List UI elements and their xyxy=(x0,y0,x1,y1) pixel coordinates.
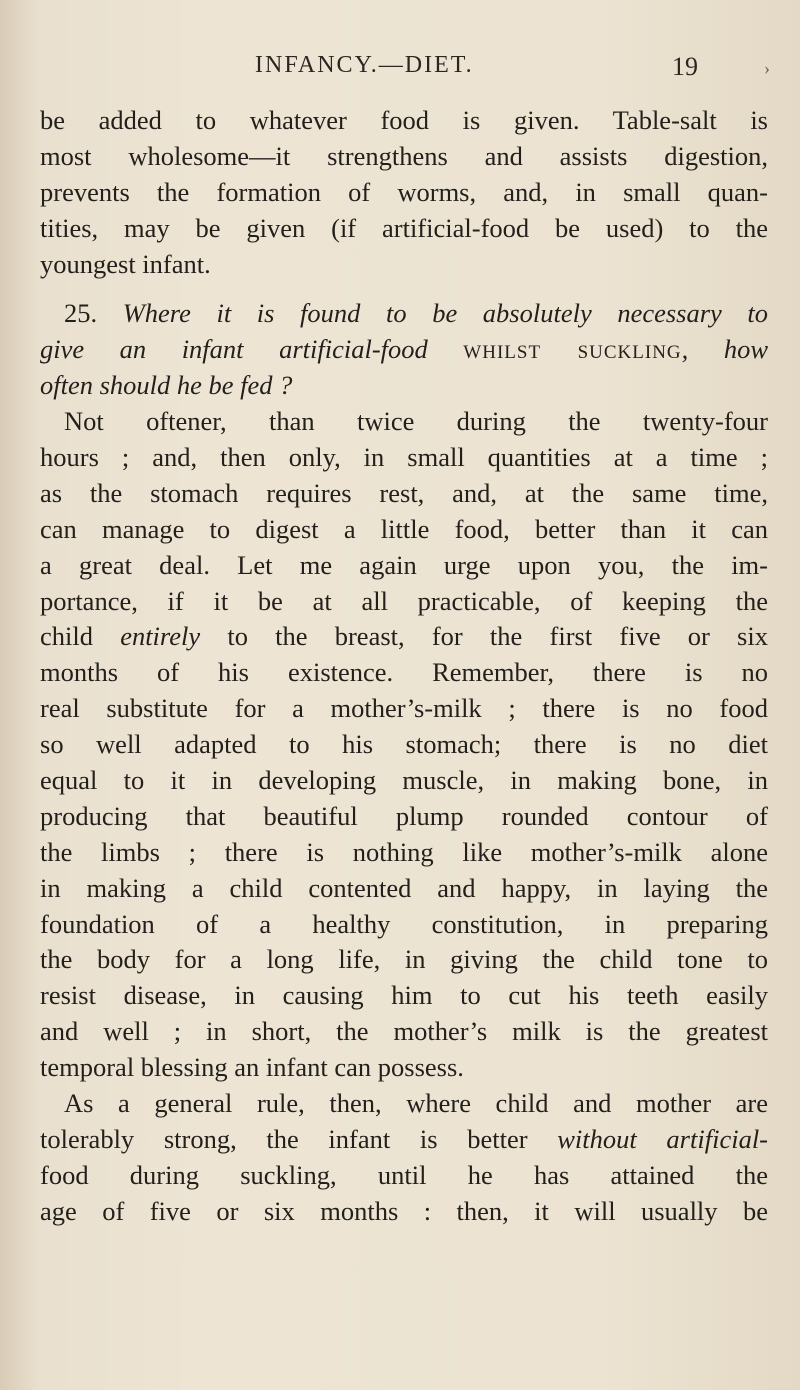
body-text xyxy=(40,103,768,1230)
text-line: equal to it in developing muscle, in making bone, in xyxy=(40,765,768,796)
text-line: Not oftener, than twice during the twenty-four xyxy=(64,406,768,437)
text-line: As a general rule, then, where child and mother are xyxy=(64,1088,768,1119)
question-number: 25. xyxy=(64,298,123,329)
text-line: a great deal. Let me again urge upon you, the im- xyxy=(40,549,768,580)
text-line: and well ; in short, the mother’s milk is the greatest xyxy=(40,1016,768,1047)
text-line: tolerably strong, the infant is better without artificial- xyxy=(40,1123,769,1154)
text-line: can manage to digest a little food, better than it can xyxy=(40,513,768,544)
paragraph-gap xyxy=(40,282,768,296)
text-line: temporal blessing an infant can possess. xyxy=(40,1052,464,1083)
text-line: age of five or six months : then, it will usually be xyxy=(40,1195,768,1226)
text-line: the limbs ; there is nothing like mother’s-milk alone xyxy=(40,836,768,867)
text-line: as the stomach requires rest, and, at the same time, xyxy=(40,477,768,508)
text-line: so well adapted to his stomach; there is no diet xyxy=(40,729,768,760)
running-head xyxy=(0,52,800,92)
text-line: hours ; and, then only, in small quantities at a time ; xyxy=(40,442,768,473)
text-line: foundation of a healthy constitution, in preparing xyxy=(40,908,768,939)
text-line: resist disease, in causing him to cut his teeth easily xyxy=(40,980,768,1011)
text-line: the body for a long life, in giving the child tone to xyxy=(40,944,768,975)
text-line: prevents the formation of worms, and, in small quan- xyxy=(40,176,768,207)
text-line: child entirely to the breast, for the first five or six xyxy=(40,621,768,652)
page-number: 19 xyxy=(672,52,698,81)
text-line: months of his existence. Remember, there is no xyxy=(40,657,768,688)
text-line: youngest infant. xyxy=(40,248,211,279)
question-line: 25. Where it is found to be absolutely necessary to xyxy=(64,298,769,329)
text-line: most wholesome—it strengthens and assists digestion, xyxy=(40,140,768,171)
question-line: give an infant artificial-food whilst suckling, how xyxy=(40,334,768,365)
question-line: often should he be fed ? xyxy=(40,370,293,401)
text-line: portance, if it be at all practicable, of keeping the xyxy=(40,585,768,616)
running-head-title: INFANCY.—DIET. xyxy=(255,52,474,78)
text-line: tities, may be given (if artificial-food be used) to the xyxy=(40,212,768,243)
text-line: be added to whatever food is given. Table-salt is xyxy=(40,105,768,135)
text-line: in making a child contented and happy, in laying the xyxy=(40,872,768,903)
text-line: food during suckling, until he has attained the xyxy=(40,1159,768,1190)
margin-mark: › xyxy=(764,58,770,78)
text-line: producing that beautiful plump rounded contour of xyxy=(40,800,768,831)
text-line: real substitute for a mother’s-milk ; there is no food xyxy=(40,693,768,724)
